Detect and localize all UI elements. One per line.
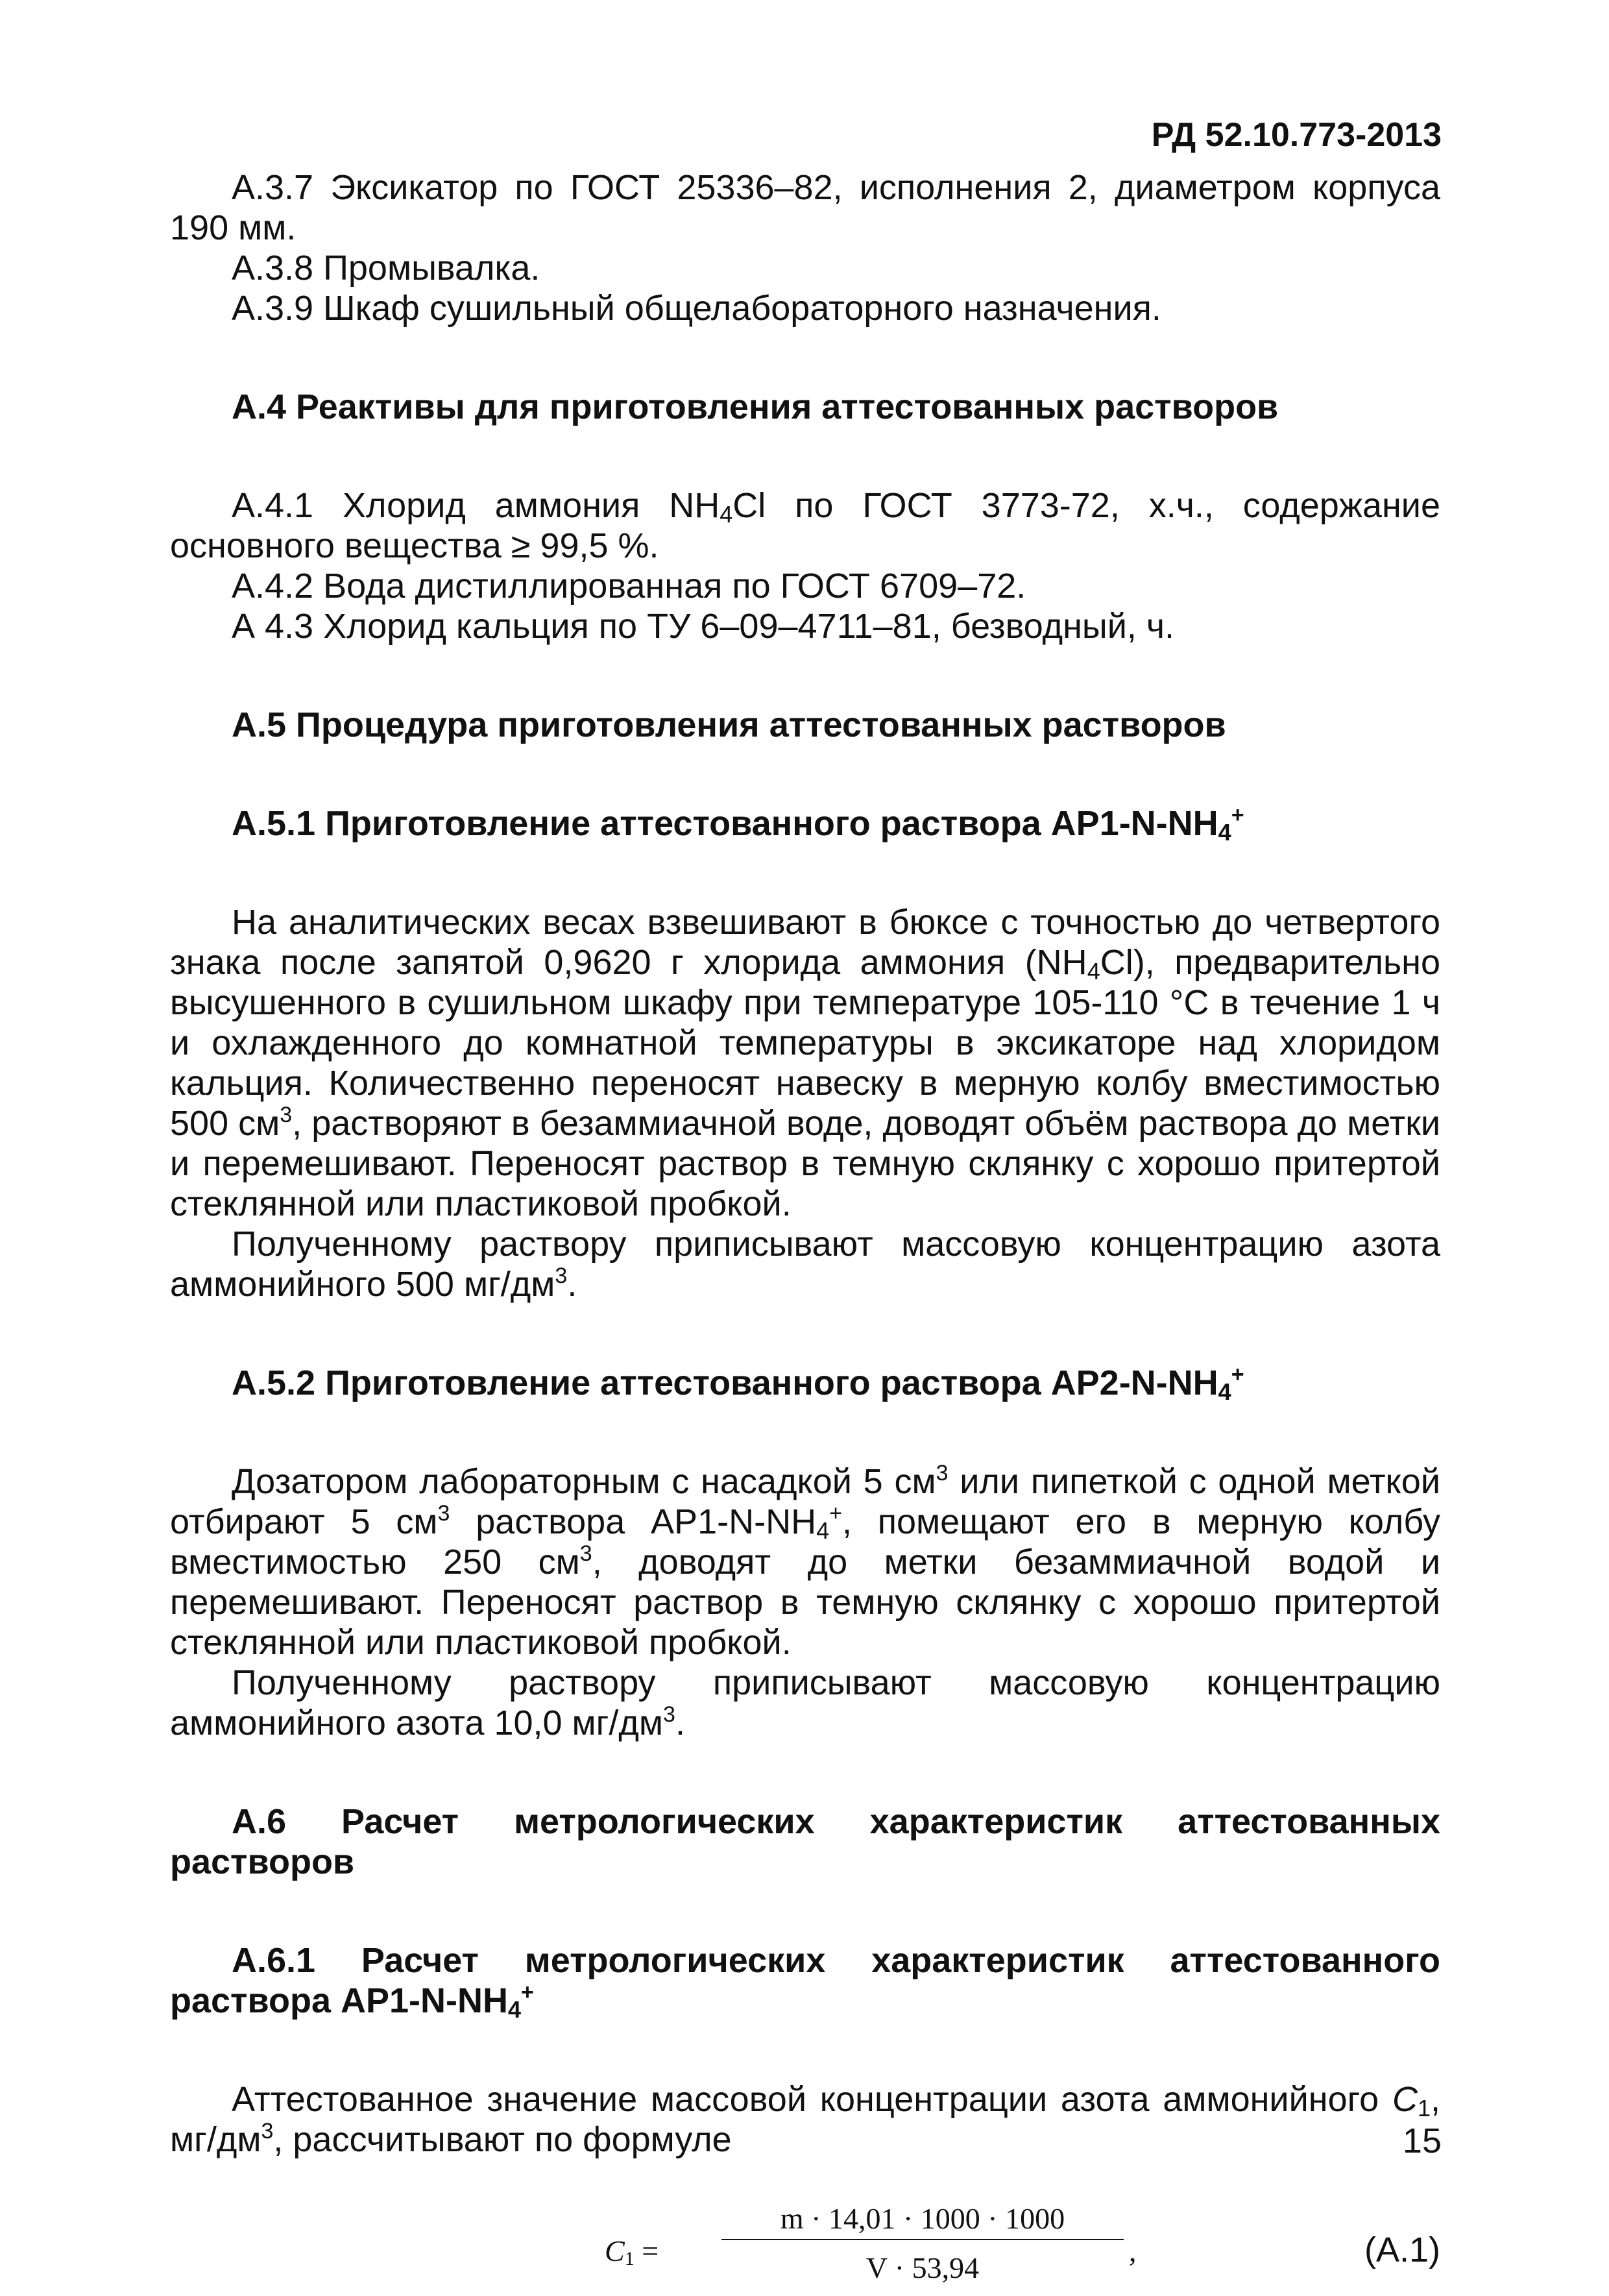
- paragraph-a51-text: На аналитических весах взвешивают в бюксе с точностью до четвертого знака после запятой 0,9620 г хлорида аммония $(NH_4Cl)$, предварительно высушенного в сушильном шкафу при температуре 105-110 °С в течение 1 ч и охлажденного до комнатной температуры в эксикаторе над хлоридом кальция. Количественно переносят навеску в мерную колбу вместимостью 500 $см^3$, растворяют в безаммиачной воде, доводят объём раствора до метки и перемешивают. Переносят раствор в темную склянку с хорошо притертой стеклянной или пластиковой пробкой.: [170, 903, 1441, 1223]
- paragraph-a52-text: Дозатором лабораторным с насадкой 5 $см^3$ или пипеткой с одной меткой отбирают 5 $см^3$ раствора $АР1-N-NH_4^+$, помещают его в мерную колбу вместимостью 250 $см^3$, доводят до метки безаммиачной водой и перемешивают. Переносят раствор в темную склянку с хорошо притертой стеклянной или пластиковой пробкой.: [170, 1461, 1441, 1662]
- formula-comma: ,: [1129, 2234, 1137, 2267]
- heading-a6: А.6 Расчет метрологических характеристик аттестованных растворов: [170, 1802, 1440, 1881]
- heading-a61: А.6.1 Расчет метрологических характеристик аттестованного раствора $АР1-N-NH_4^+$: [170, 1941, 1440, 2023]
- document-code-header: РД 52.10.773-2013: [1151, 116, 1442, 154]
- heading-a5: А.5 Процедура приготовления аттестованных растворов: [232, 705, 1226, 744]
- heading-a52: А.5.2 Приготовление аттестованного раствора $АР2-N-NH_4^+$: [232, 1362, 1244, 1405]
- paragraph-a42: А.4.2 Вода дистиллированная по ГОСТ 6709–72.: [232, 567, 1026, 605]
- paragraph-a52-concentration: Полученному раствору приписывают массовую концентрацию аммонийного азота 10,0 $мг/дм^3$.: [170, 1663, 1440, 1742]
- formula-lhs: $C_1$ =: [605, 2234, 659, 2269]
- paragraph-a43: А 4.3 Хлорид кальция по ТУ 6–09–4711–81, безводный, ч.: [232, 607, 1175, 646]
- page-content: [170, 167, 1440, 2296]
- heading-a4: А.4 Реактивы для приготовления аттестованных растворов: [232, 387, 1279, 426]
- paragraph-a39: А.3.9 Шкаф сушильный общелабораторного назначения.: [232, 289, 1161, 328]
- formula-a1: [170, 2199, 1440, 2296]
- paragraph-a61-text: Аттестованное значение массовой концентрации азота аммонийного $С_1$, $мг/дм^3$, рассчитывают по формуле: [170, 2080, 1440, 2159]
- paragraph-a51-concentration: Полученному раствору приписывают массовую концентрацию азота аммонийного 500 $мг/дм^3$.: [170, 1225, 1440, 1304]
- page-number: 15: [1402, 2121, 1442, 2160]
- paragraph-a38: А.3.8 Промывалка.: [232, 249, 540, 287]
- paragraph-a41: А.4.1 Хлорид аммония $NH_4Cl$ по ГОСТ 3773-72, х.ч., содержание основного вещества ≥ 99,5 %.: [170, 486, 1440, 565]
- heading-a51: А.5.1 Приготовление аттестованного раствора $АР1-N-NH_4^+$: [232, 803, 1244, 846]
- formula-fraction-bar: [721, 2239, 1124, 2240]
- formula-number: (А.1): [1364, 2230, 1440, 2269]
- paragraph-a37: А.3.7 Эксикатор по ГОСТ 25336–82, исполнения 2, диаметром корпуса 190 мм.: [170, 168, 1440, 247]
- formula-numerator: m · 14,01 · 1000 · 1000: [780, 2202, 1065, 2235]
- formula-denominator: V · 53,94: [865, 2251, 980, 2284]
